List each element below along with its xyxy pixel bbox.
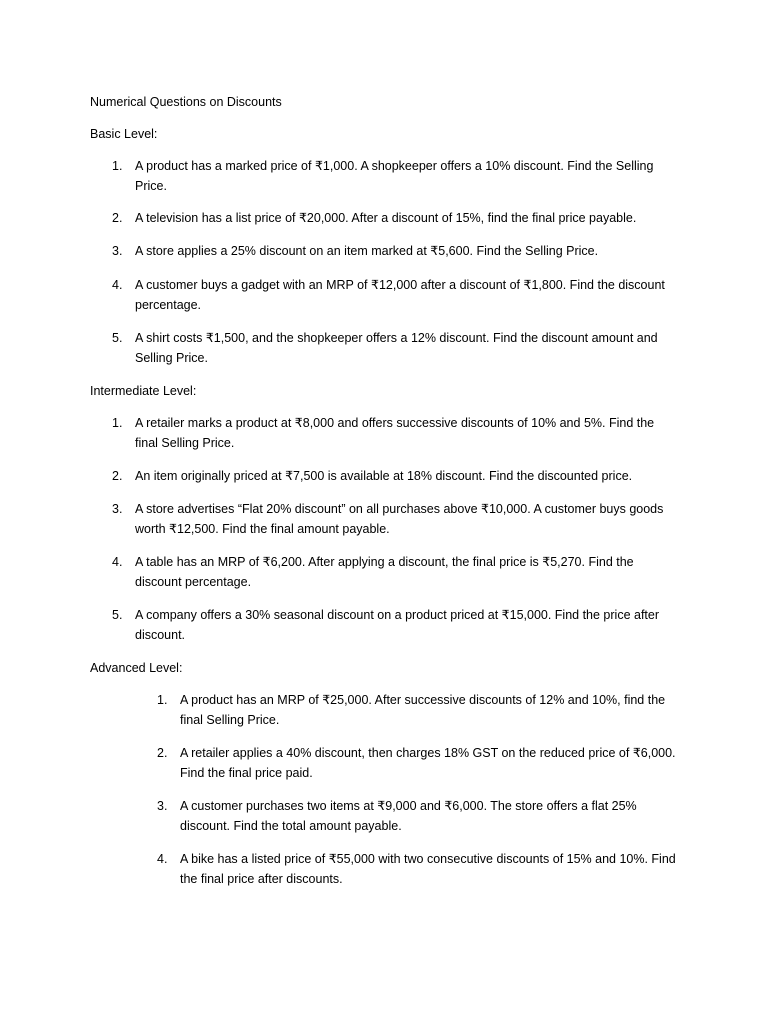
list-item — [90, 467, 690, 487]
question-number: 4. — [112, 555, 123, 569]
section-heading-intermediate: Intermediate Level: — [90, 384, 197, 398]
question-text: A product has an MRP of ₹25,000. After successive discounts of 12% and 10%, find the final Selling Price. — [180, 693, 666, 727]
question-text: A shirt costs ₹1,500, and the shopkeeper offers a 12% discount. Find the discount amount and Selling Price. — [135, 331, 658, 365]
question-text: A product has a marked price of ₹1,000. A shopkeeper offers a 10% discount. Find the Selling Price. — [135, 159, 654, 193]
list-item — [90, 242, 690, 262]
question-text: A television has a list price of ₹20,000. After a discount of 15%, find the final price payable. — [135, 211, 637, 225]
question-number: 3. — [112, 502, 123, 516]
question-number: 2. — [112, 211, 123, 225]
question-number: 3. — [112, 244, 123, 258]
question-text: A company offers a 30% seasonal discount on a product priced at ₹15,000. Find the price after discount. — [135, 608, 660, 642]
section-heading-basic: Basic Level: — [90, 127, 158, 141]
question-text: A retailer marks a product at ₹8,000 and offers successive discounts of 10% and 5%. Find the final Selling Price. — [135, 416, 655, 450]
list-item — [135, 797, 690, 836]
list-item — [135, 691, 690, 730]
question-number: 1. — [112, 159, 123, 173]
question-text: A table has an MRP of ₹6,200. After applying a discount, the final price is ₹5,270. Find the discount percentage. — [135, 555, 634, 589]
list-item — [90, 553, 690, 592]
question-number: 4. — [112, 278, 123, 292]
question-text: A bike has a listed price of ₹55,000 with two consecutive discounts of 15% and 10%. Find the final price after discounts. — [180, 852, 676, 886]
list-item — [90, 606, 690, 645]
question-text: A store advertises “Flat 20% discount” on all purchases above ₹10,000. A customer buys goods worth ₹12,500. Find the final amount payable. — [135, 502, 664, 536]
question-number: 3. — [157, 799, 168, 813]
list-item — [90, 276, 690, 315]
list-item — [135, 744, 690, 783]
question-number: 5. — [112, 331, 123, 345]
question-number: 2. — [112, 469, 123, 483]
question-number: 1. — [157, 693, 168, 707]
question-text: An item originally priced at ₹7,500 is available at 18% discount. Find the discounted price. — [135, 469, 633, 483]
document-title: Numerical Questions on Discounts — [90, 95, 282, 109]
list-item — [90, 157, 690, 196]
list-item — [90, 500, 690, 539]
list-item — [135, 850, 690, 889]
question-text: A retailer applies a 40% discount, then charges 18% GST on the reduced price of ₹6,000. Find the final price paid. — [180, 746, 676, 780]
section-heading-advanced: Advanced Level: — [90, 661, 183, 675]
question-number: 1. — [112, 416, 123, 430]
question-number: 5. — [112, 608, 123, 622]
question-number: 4. — [157, 852, 168, 866]
list-item — [90, 209, 690, 229]
question-number: 2. — [157, 746, 168, 760]
question-text: A store applies a 25% discount on an item marked at ₹5,600. Find the Selling Price. — [135, 244, 599, 258]
question-text: A customer buys a gadget with an MRP of ₹12,000 after a discount of ₹1,800. Find the discount percentage. — [135, 278, 665, 312]
question-text: A customer purchases two items at ₹9,000 and ₹6,000. The store offers a flat 25% discount. Find the total amount payable. — [180, 799, 637, 833]
list-item — [90, 414, 690, 453]
list-item — [90, 329, 690, 368]
